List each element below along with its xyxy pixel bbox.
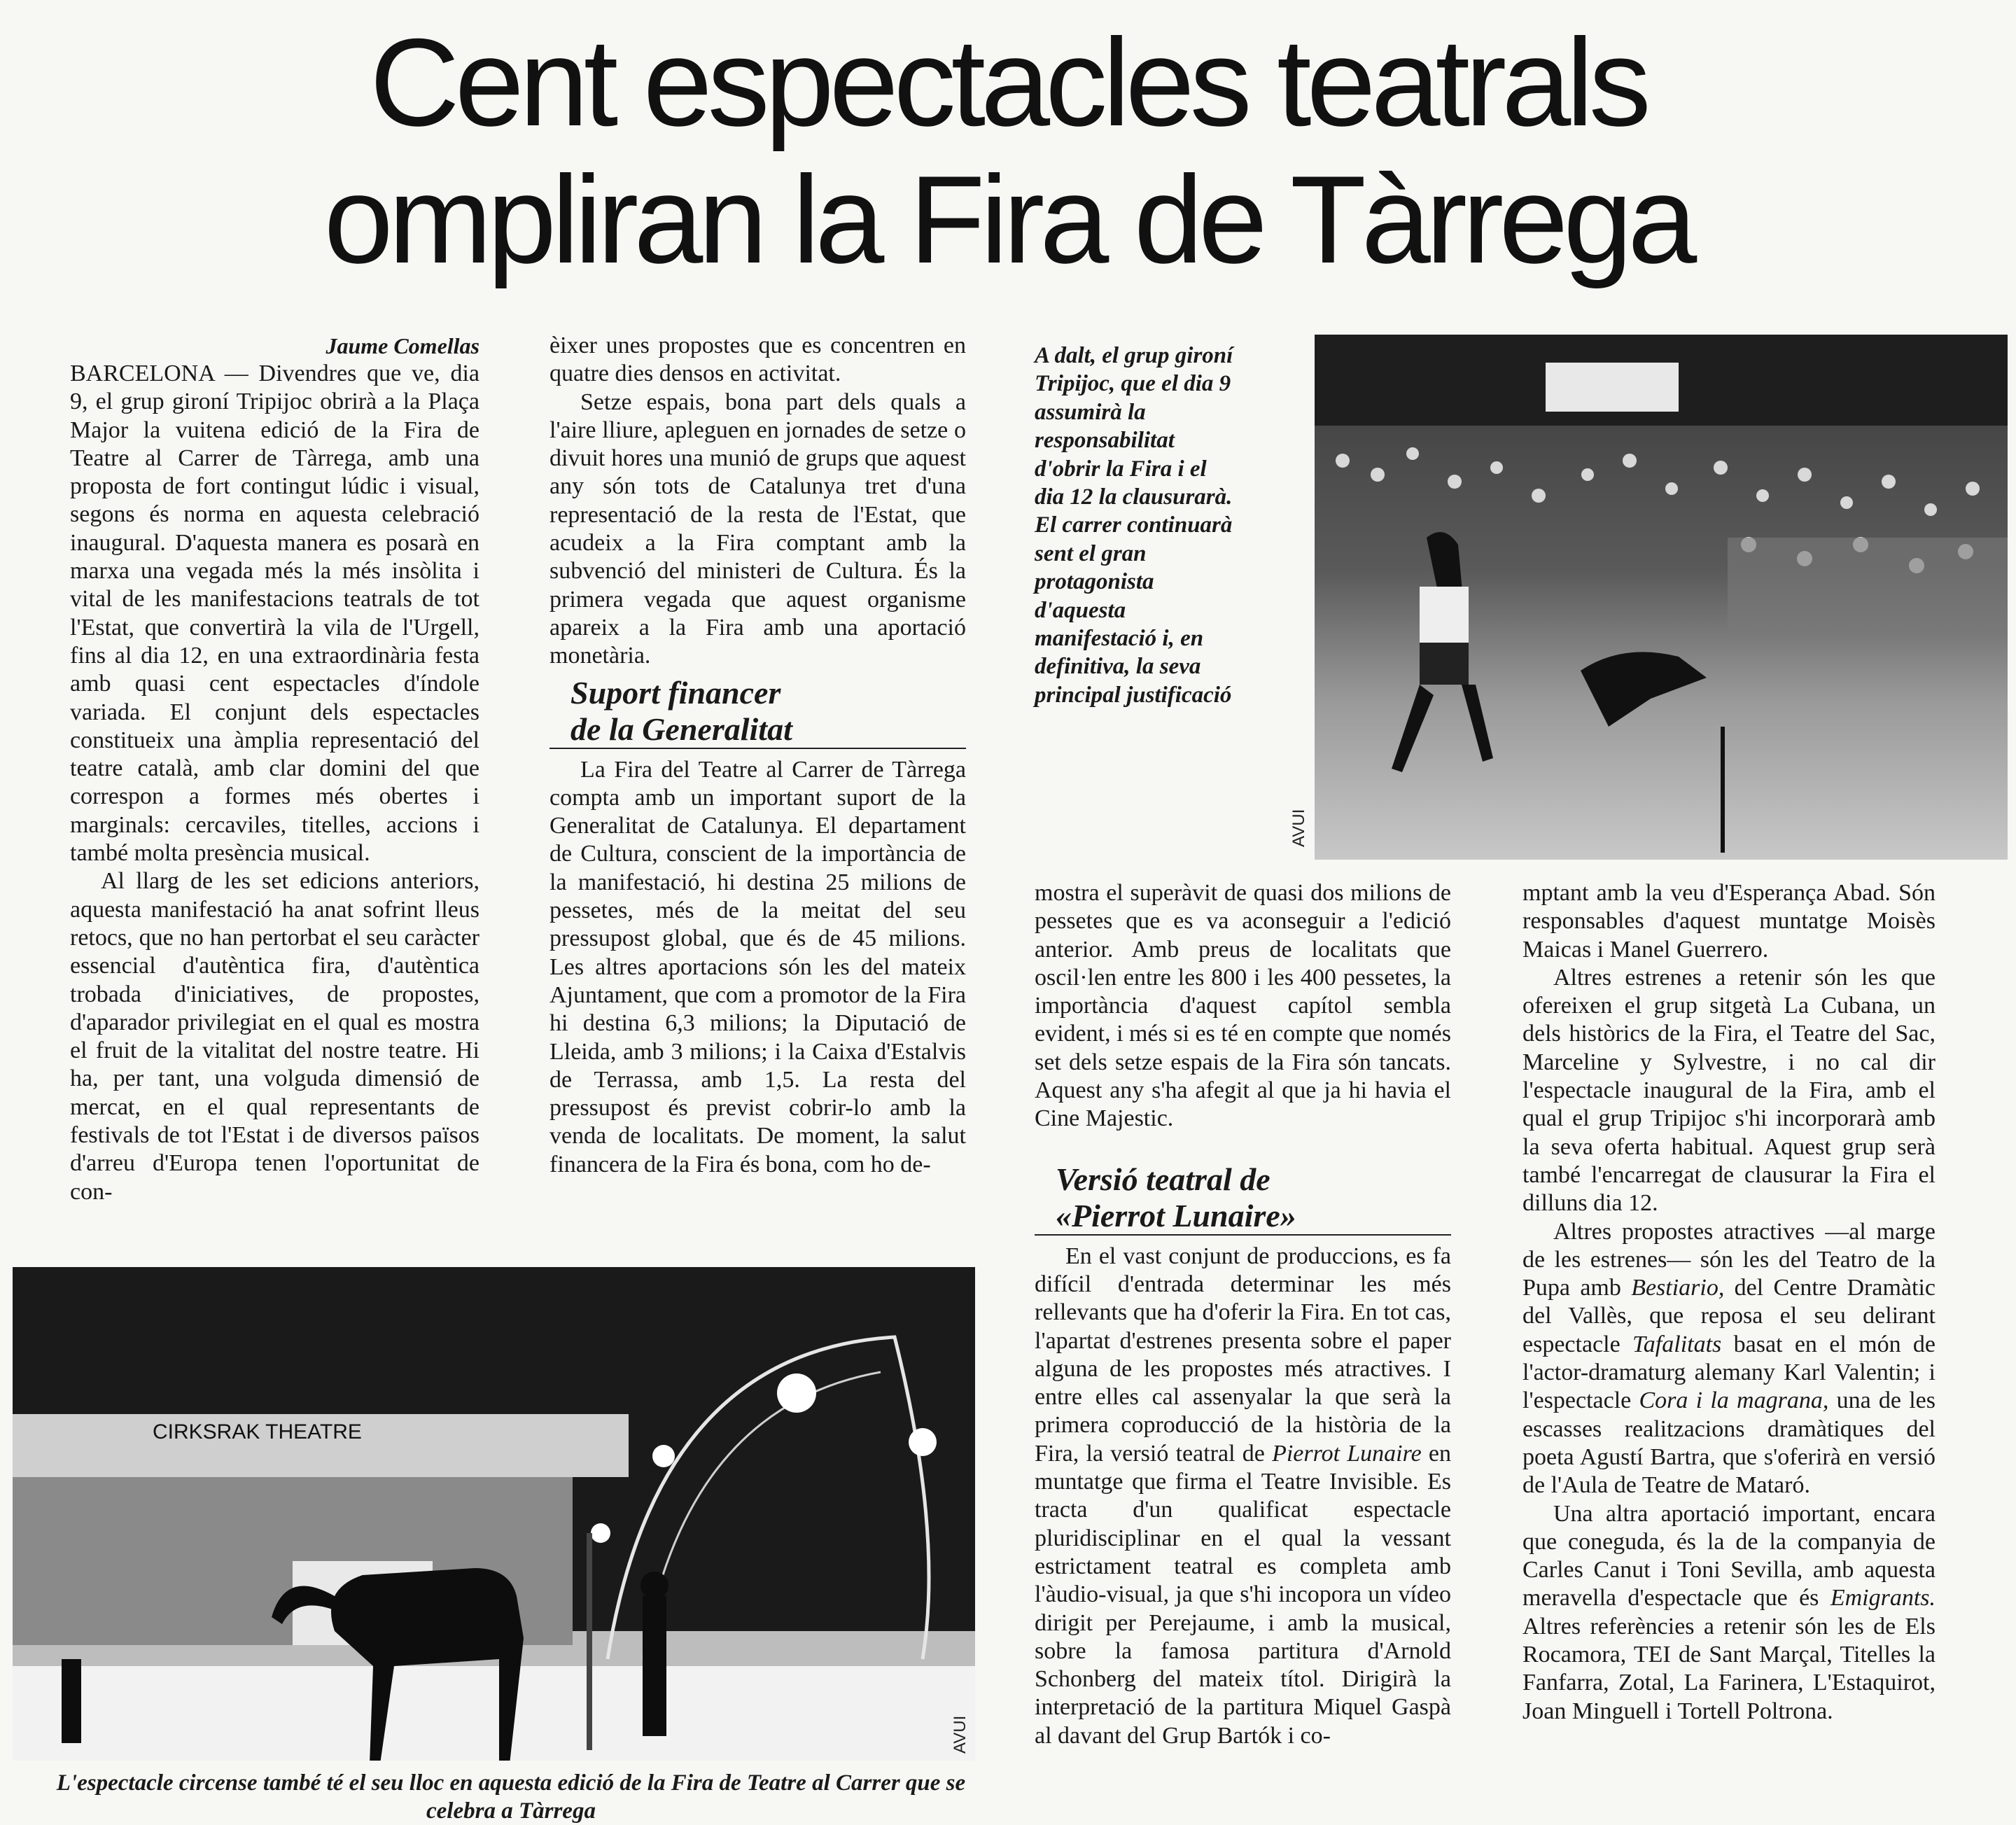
photo-caption-bottom: L'espectacle circense també té el seu lloc en aquesta edició de la Fira de Teatre al Carrer que se celebra a Tàrrega	[56, 1770, 966, 1824]
paragraph: La Fira del Teatre al Carrer de Tàrrega compta amb un important suport de la Generalitat de Catalunya. El departament de Cultura, conscient de la importància de la manifestació, hi destina 25 milions de pessetes, més de la meitat del seu pressupost global, que és de 45 milions. Les altres aportacions són les del mateix Ajuntament, que com a promotor de la Fira hi destina 6,3 milions; la Diputació de Lleida, amb 3 milions; i la Caixa d'Estalvis de Terrassa, amb 1,5. La resta del pressupost és previst cobrir-lo amb la venda de localitats. De moment, la salut financera de la Fira és bona, com ho de-	[550, 756, 966, 1177]
headline-line-1: Cent espectacles teatrals	[370, 13, 1646, 152]
text-run: Altres referències a retenir són les de Els Rocamora, TEI de Sant Marçal, Titelles la Fanfarra, Zotal, La Farinera, L'Estaquirot, Joan Minguell i Tortell Poltrona.	[1522, 1613, 1935, 1724]
paragraph	[1522, 1500, 1935, 1726]
column-2	[550, 332, 966, 1179]
paragraph: Al llarg de les set edicions anteriors, aquesta manifestació ha anat sofrint lleus retocs, que no han pertorbat el seu caràcter essencial d'autèntica fira, d'autèntica trobada d'iniciatives, de propostes, d'aparador privilegiat en el qual es mostra el fruit de la vitalitat del nostre teatre. Hi ha, per tant, una volguda dimensió de mercat, en el qual representants de festivals de tot l'Estat i de diversos països d'arreu d'Europa tenen l'oportunitat de con-	[70, 868, 479, 1205]
photo-credit-top: AVUI	[1289, 809, 1308, 847]
paragraph: BARCELONA — Divendres que ve, dia 9, el grup gironí Tripijoc obrirà a la Plaça Major la vuitena edició de la Fira de Teatre al Carrer de Tàrrega, amb una proposta de fort contingut lúdic i visual, segons és norma en aquesta celebració inaugural. D'aquesta manera es posarà en marxa una vegada més la més insòlita i vital de les manifestacions teatrals de tot l'Estat, que convertirà la vila de l'Urgell, fins al dia 12, en una extraordinària festa amb quasi cent espectacles d'índole variada. El conjunt dels espectacles constitueix una àmplia representació del teatre català, amb clar domini del que correspon a formes més obertes i marginals: cercaviles, titelles, accions i també molta presència musical.	[70, 361, 479, 867]
text-run: Una altra aportació important, encara que coneguda, és la de la companyia de Carles Canut i Toni Sevilla, amb aquesta meravella d'espectacle que és	[1522, 1500, 1935, 1611]
photo-circus-image	[13, 1267, 975, 1761]
photo-circus	[13, 1267, 975, 1761]
photo-tripijoc	[1315, 335, 2008, 860]
text-run: Altres propostes atractives —al marge de les estrenes— són les del Teatro de la Pupa amb	[1522, 1218, 1935, 1301]
banner-text: CIRKSRAK THEATRE	[153, 1420, 362, 1443]
title-tafalitats: Tafalitats	[1632, 1331, 1722, 1357]
subheading-line: Suport financer	[570, 674, 781, 711]
text-run: del Centre Dramàtic del Vallès, que reposa el seu delirant espectacle	[1522, 1275, 1935, 1357]
title-pierrot-lunaire: Pierrot Lunaire	[1272, 1440, 1422, 1467]
photo-tripijoc-image	[1315, 335, 2008, 860]
paragraph: mptant amb la veu d'Esperança Abad. Són responsables d'aquest muntatge Moisès Maicas i Manel Guerrero.	[1522, 880, 1935, 963]
subheading-line: de la Generalitat	[570, 711, 792, 747]
text-run: en muntatge que firma el Teatre Invisible. Es tracta d'un qualificat espectacle pluridisciplinar en el qual la vessant estrictament teatral es completa amb l'àudio-visual, ja que s'hi incopora un vídeo dirigit per Perejaume, i amb la musical, sobre la famosa partitura d'Arnold Schonberg del mateix títol. Dirigirà la interpretació de la partitura Miquel Gaspà al davant del Grup Bartók i co-	[1035, 1440, 1452, 1749]
text-run: basat en el món de l'actor-dramaturg alemany Karl Valentin; i l'espectacle	[1522, 1331, 1935, 1414]
byline: Jaume Comellas	[326, 333, 479, 358]
title-cora: Cora i la magrana,	[1639, 1387, 1829, 1414]
column-3	[1035, 879, 1451, 1750]
headline-line-2: ompliran la Fira de Tàrrega	[323, 150, 1693, 289]
paragraph: mostra el superàvit de quasi dos milions de pessetes que es va aconseguir a l'edició anterior. Amb preus de localitats que oscil·len entre les 800 i les 400 pessetes, la importància d'aquest capítol sembla evident, i més si es té en compte que només set dels setze espais de la Fira són tancats. Aquest any s'ha afegit al que ja hi havia el Cine Majestic.	[1035, 880, 1451, 1132]
text-run: una de les escasses realitzacions dramàtiques del poeta Agustí Bartra, que s'oferirà en versió de l'Aula de Teatre de Mataró.	[1522, 1387, 1936, 1499]
subheading-pierrot-lunaire	[1035, 1161, 1451, 1236]
paragraph: Altres estrenes a retenir són les que ofereixen el grup sitgetà La Cubana, un dels històrics de la Fira, el Teatre del Sac, Marceline y Sylvestre, i no cal dir l'espectacle inaugural de la Fira, amb el qual el grup Tripijoc s'hi incorporarà amb la seva oferta habitual. Aquest grup serà també l'encarregat de clausurar la Fira el dilluns dia 12.	[1522, 964, 1935, 1217]
paragraph	[1522, 1218, 1935, 1500]
subheading-line: «Pierrot Lunaire»	[1056, 1197, 1296, 1233]
title-bestiario: Bestiario,	[1631, 1275, 1725, 1301]
headline	[0, 14, 2016, 288]
paragraph	[1035, 1243, 1451, 1750]
photo-credit-bottom: AVUI	[951, 1715, 969, 1754]
subheading-suport-financer	[550, 675, 966, 749]
paragraph: èixer unes propostes que es concentren en quatre dies densos en activitat.	[550, 333, 966, 387]
column-1	[70, 332, 479, 1206]
text-run: En el vast conjunt de produccions, es fa difícil d'entrada determinar les més rellevants que ha d'oferir la Fira. En tot cas, l'apartat d'estrenes presenta sobre el paper alguna de les propostes més atractives. I entre elles cal assenyalar la que serà la primera coproducció de la història de la Fira, la versió teatral de	[1035, 1243, 1451, 1467]
title-emigrants: Emigrants.	[1830, 1585, 1935, 1611]
subheading-line: Versió teatral de	[1056, 1161, 1270, 1197]
paragraph: Setze espais, bona part dels quals a l'aire lliure, apleguen en jornades de setze o divuit hores una munió de grups que aquest any són tots de Catalunya tret d'una representació de la resta de l'Estat, que acudeix a la Fira comptant amb la subvenció del ministeri de Cultura. És la primera vegada que aquest organisme apareix a la Fira amb una aportació monetària.	[550, 389, 966, 669]
photo-caption-top: A dalt, el grup gironí Tripijoc, que el dia 9 assumirà la responsabilitat d'obrir la Fira i el dia 12 la clausurarà. El carrer continuarà sent el gran protagonista d'aquesta manifestació i, en definitiva, la seva principal justificació	[1035, 343, 1233, 708]
column-4	[1522, 879, 1935, 1726]
